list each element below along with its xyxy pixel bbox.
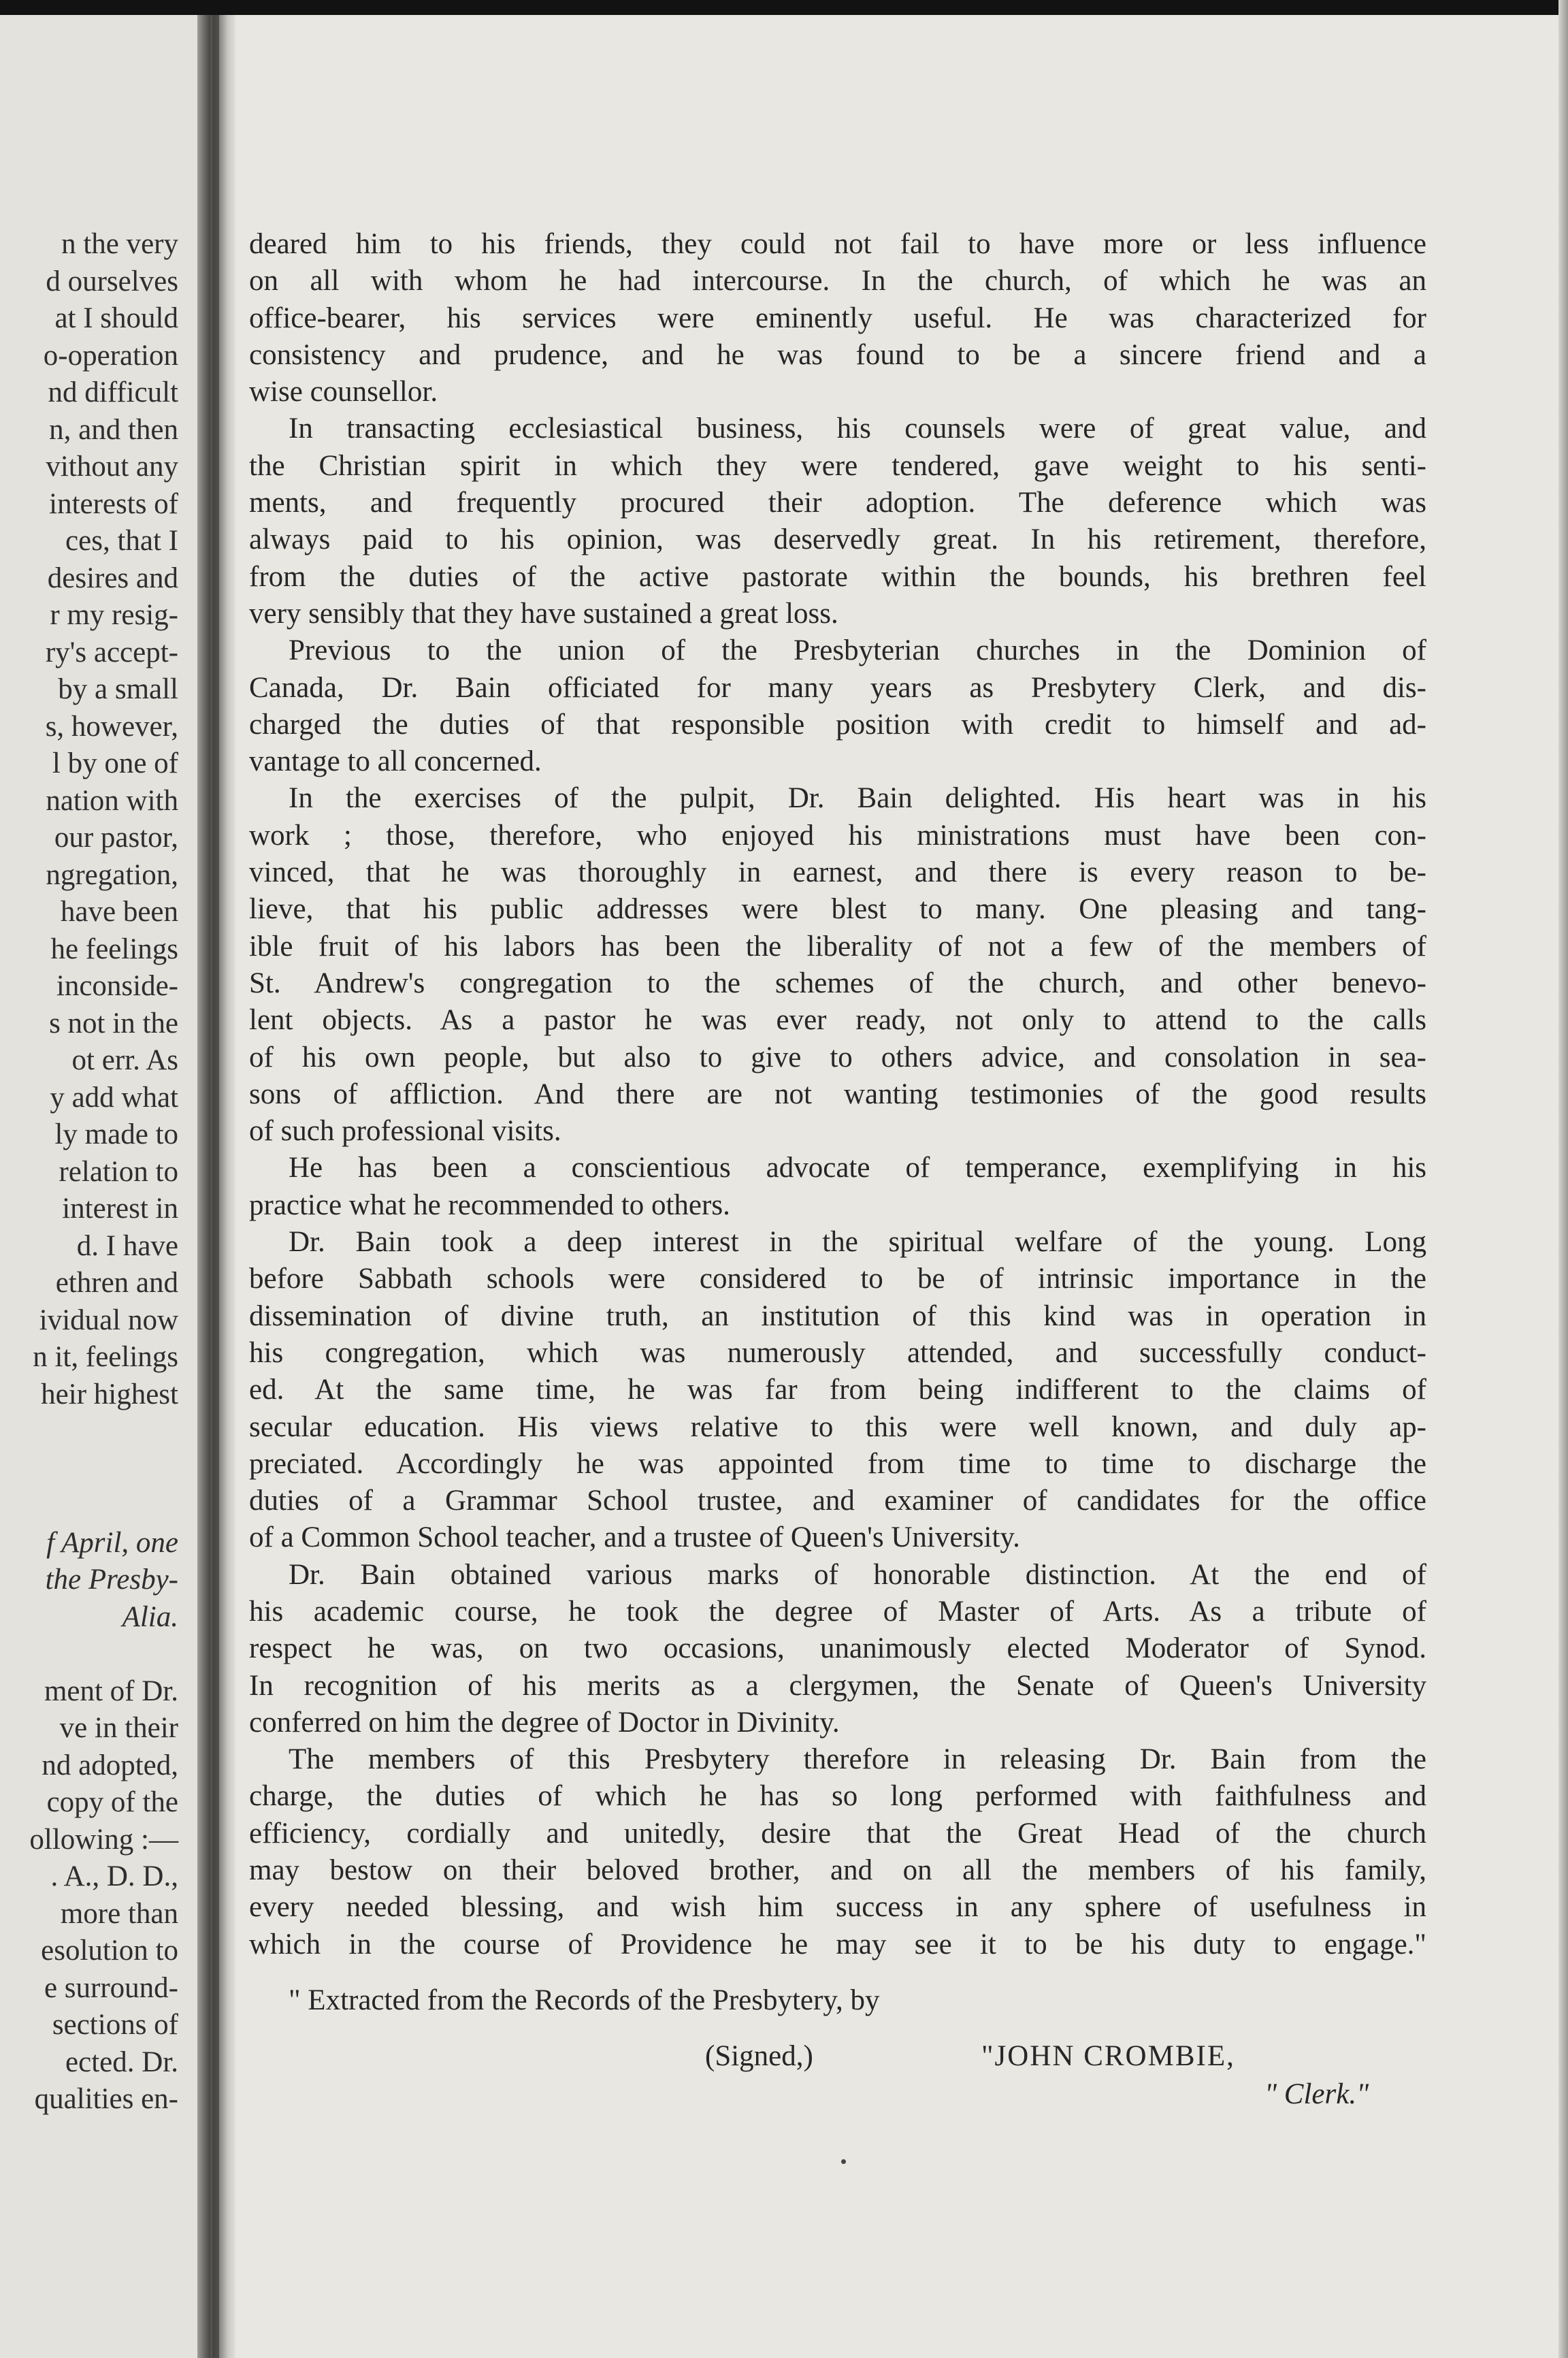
body-text-line: ments, and frequently procured their adoption. The deference which was (249, 487, 1426, 519)
left-page-line: qualities en- (34, 2083, 178, 2115)
left-page-line: by a small (58, 673, 178, 705)
main-page (235, 15, 1558, 2358)
body-text-line: Previous to the union of the Presbyterian churches in the Dominion of (289, 634, 1426, 667)
body-text-line: always paid to his opinion, was deservedly great. In his retirement, therefore, (249, 523, 1426, 556)
left-page-line: heir highest (41, 1378, 178, 1410)
left-page-line (0, 1413, 178, 1451)
left-page-line: ces, that I (65, 525, 178, 557)
left-page-line: ollowing :— (29, 1823, 178, 1856)
left-page-line: Alia. (122, 1600, 178, 1633)
body-text-line: He has been a conscientious advocate of temperance, exemplifying in his (289, 1152, 1426, 1184)
body-text-line: of a Common School teacher, and a trustee of Queen's University. (249, 1521, 1020, 1554)
left-page-line: ry's accept- (45, 636, 178, 668)
body-text-line: which in the course of Providence he may see it to be his duty to engage." (249, 1928, 1426, 1960)
left-page-line: s, however, (45, 710, 178, 743)
left-page-line: have been (60, 896, 178, 928)
body-text-line: sons of affliction. And there are not wanting testimonies of the good results (249, 1078, 1426, 1110)
left-page-line: . A., D. D., (50, 1860, 178, 1892)
body-text-line: secular education. His views relative to this were well known, and duly ap- (249, 1410, 1426, 1443)
left-page-line: ve in their (59, 1712, 178, 1744)
left-page-line: nd adopted, (42, 1749, 178, 1781)
scanner-top-border (0, 0, 1568, 15)
left-page-line: nd difficult (48, 376, 178, 408)
body-text-line: The members of this Presbytery therefore in releasing Dr. Bain from the (289, 1743, 1426, 1776)
left-page-line: ividual now (39, 1304, 178, 1336)
left-page-line: relation to (59, 1155, 178, 1188)
left-page-line: r my resig- (50, 599, 178, 631)
body-text-line: In recognition of his merits as a clergymen, the Senate of Queen's University (249, 1669, 1426, 1702)
left-page-line: ethren and (55, 1267, 178, 1299)
signer-name: "JOHN CROMBIE, (981, 2040, 1235, 2072)
body-text-line: his congregation, which was numerously attended, and successfully conduct- (249, 1336, 1426, 1369)
body-text-line: wise counsellor. (249, 376, 438, 408)
left-page-line (0, 1636, 178, 1673)
body-text-line: Dr. Bain obtained various marks of honorable distinction. At the end of (289, 1558, 1426, 1591)
left-page-line: desires and (47, 562, 178, 594)
left-page-line: o-operation (43, 339, 178, 372)
body-text-line: In the exercises of the pulpit, Dr. Bain delighted. His heart was in his (289, 782, 1426, 815)
body-text-line: lieve, that his public addresses were blest to many. One pleasing and tang- (249, 893, 1426, 926)
signer-title: " Clerk." (1264, 2078, 1369, 2110)
left-page-line: e surround- (44, 1971, 178, 2004)
left-page-line: ected. Dr. (65, 2046, 178, 2078)
left-page-text (0, 226, 178, 2118)
scanner-right-edge (1558, 0, 1568, 2358)
body-text-line: deared him to his friends, they could not fail to have more or less influence (249, 228, 1426, 260)
body-text-line: of his own people, but also to give to others advice, and consolation in sea- (249, 1041, 1426, 1073)
main-body-text (249, 226, 1426, 1963)
body-text-line: vinced, that he was thoroughly in earnest, and there is every reason to be- (249, 856, 1426, 889)
left-page-line (0, 1487, 178, 1525)
body-text-line: Canada, Dr. Bain officiated for many years as Presbytery Clerk, and dis- (249, 671, 1426, 704)
left-page-line: sections of (52, 2009, 178, 2041)
left-page-line: the Presby- (45, 1564, 178, 1596)
extract-attribution: " Extracted from the Records of the Presbytery, by (289, 1984, 880, 2016)
left-page-line: nation with (46, 784, 178, 817)
body-text-line: very sensibly that they have sustained a great loss. (249, 597, 838, 630)
left-page-line: our pastor, (54, 822, 178, 854)
body-text-line: may bestow on their beloved brother, and on all the members of his family, (249, 1854, 1426, 1887)
left-page-line: esolution to (41, 1935, 178, 1967)
body-text-line: every needed blessing, and wish him success in any sphere of usefulness in (249, 1891, 1426, 1924)
body-text-line: dissemination of divine truth, an institution of this kind was in operation in (249, 1299, 1426, 1332)
left-page-line: ot err. As (71, 1044, 178, 1076)
book-gutter-line (212, 15, 219, 2358)
left-page-line (0, 1451, 178, 1488)
left-page-line: interests of (49, 487, 178, 520)
left-page-line: s not in the (49, 1007, 178, 1039)
body-text-line: the Christian spirit in which they were tendered, gave weight to his senti- (249, 449, 1426, 482)
left-page-line: f April, one (46, 1526, 178, 1559)
left-page-line: copy of the (46, 1786, 178, 1818)
left-page-line: interest in (62, 1193, 178, 1225)
left-page-line: at I should (54, 302, 178, 334)
left-page-line: vithout any (46, 451, 178, 483)
left-page-line: more than (60, 1897, 178, 1930)
body-text-line: respect he was, on two occasions, unanimously elected Moderator of Synod. (249, 1632, 1426, 1665)
body-text-line: consistency and prudence, and he was found to be a sincere friend and a (249, 338, 1426, 371)
left-page-line: he feelings (50, 933, 178, 965)
body-text-line: efficiency, cordially and unitedly, desire that the Great Head of the church (249, 1817, 1426, 1850)
body-text-line: preciated. Accordingly he was appointed from time to time to discharge the (249, 1447, 1426, 1480)
body-text-line: from the duties of the active pastorate within the bounds, his brethren feel (249, 560, 1426, 593)
body-text-line: lent objects. As a pastor he was ever ready, not only to attend to the calls (249, 1004, 1426, 1037)
body-text-line: practice what he recommended to others. (249, 1189, 730, 1221)
body-text-line: work ; those, therefore, who enjoyed his ministrations must have been con- (249, 819, 1426, 852)
left-page-line: y add what (50, 1081, 178, 1114)
body-text-line: his academic course, he took the degree of Master of Arts. As a tribute of (249, 1595, 1426, 1628)
body-text-line: In transacting ecclesiastical business, his counsels were of great value, and (289, 413, 1426, 445)
body-text-line: before Sabbath schools were considered to be of intrinsic importance in the (249, 1263, 1426, 1295)
left-page-line: n, and then (49, 413, 178, 446)
left-page-line: ly made to (54, 1118, 178, 1150)
left-page-line: d. I have (76, 1229, 178, 1262)
left-page-line: n the very (61, 228, 178, 260)
signed-label: (Signed,) (705, 2040, 813, 2072)
left-facing-page (0, 15, 197, 2358)
left-page-line: ngregation, (46, 858, 178, 891)
left-page-line: d ourselves (46, 265, 178, 297)
left-page-line: inconside- (56, 970, 178, 1002)
body-text-line: conferred on him the degree of Doctor in Divinity. (249, 1706, 840, 1739)
body-text-line: of such professional visits. (249, 1115, 561, 1148)
body-text-line: office-bearer, his services were eminently useful. He was characterized for (249, 302, 1426, 334)
body-text-line: ible fruit of his labors has been the liberality of not a few of the members of (249, 930, 1426, 963)
body-text-line: vantage to all concerned. (249, 745, 542, 778)
body-text-line: ed. At the same time, he was far from being indifferent to the claims of (249, 1374, 1426, 1406)
left-page-line: l by one of (52, 747, 178, 779)
print-speck (841, 2159, 846, 2164)
left-page-line: ment of Dr. (44, 1675, 178, 1707)
body-text-line: on all with whom he had intercourse. In the church, of which he was an (249, 265, 1426, 297)
body-text-line: St. Andrew's congregation to the schemes of the church, and other benevo- (249, 967, 1426, 999)
left-page-line: n it, feelings (33, 1341, 178, 1373)
body-text-line: duties of a Grammar School trustee, and examiner of candidates for the office (249, 1485, 1426, 1517)
body-text-line: Dr. Bain took a deep interest in the spiritual welfare of the young. Long (289, 1226, 1426, 1259)
body-text-line: charged the duties of that responsible position with credit to himself and ad- (249, 708, 1426, 741)
body-text-line: charge, the duties of which he has so long performed with faithfulness and (249, 1780, 1426, 1813)
